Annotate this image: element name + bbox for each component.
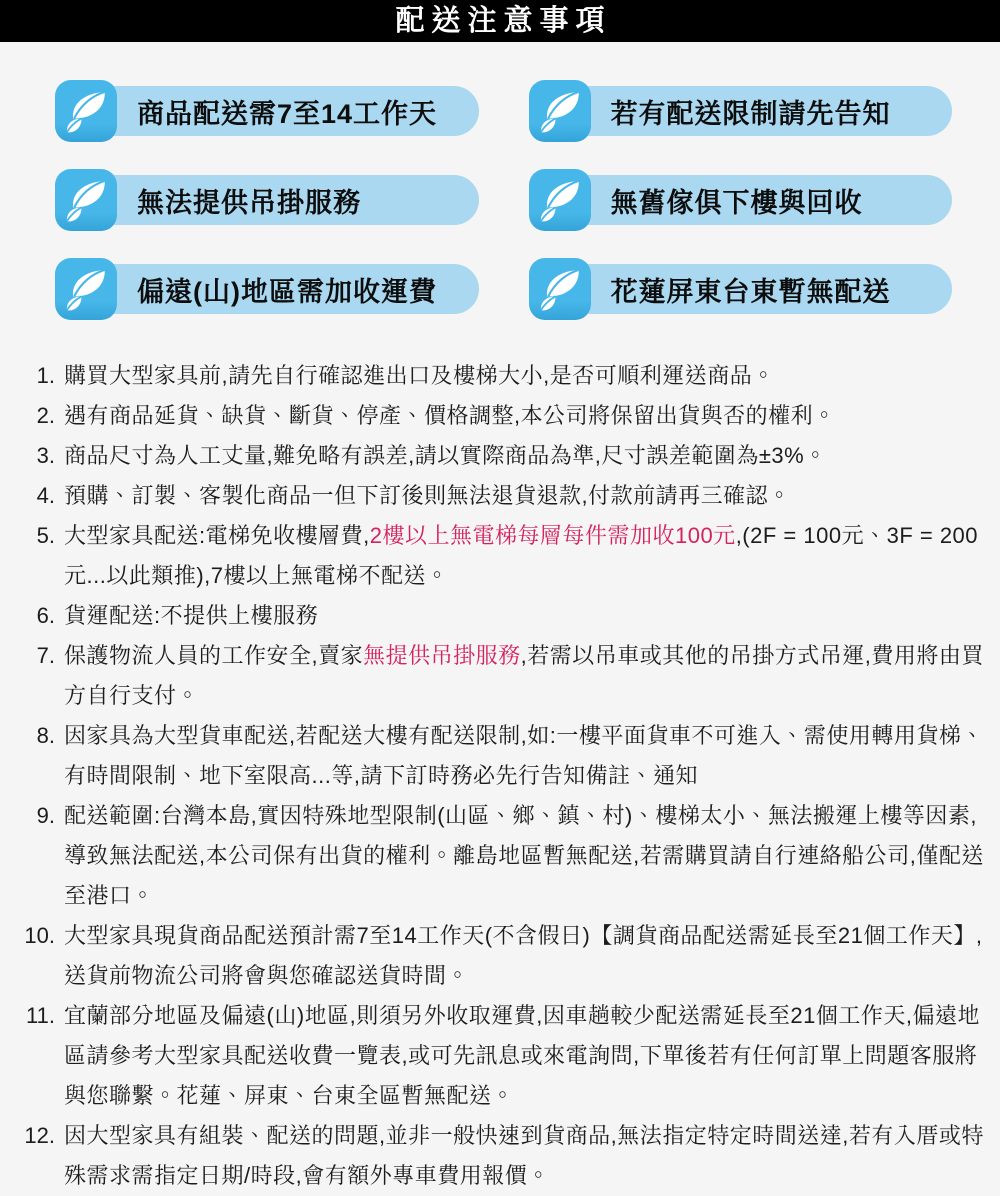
note-text [64, 916, 985, 996]
title-bar [0, 0, 1000, 42]
note-text [64, 796, 985, 916]
leaf-icon [55, 80, 117, 142]
note-number: 2. [36, 403, 55, 428]
leaf-icon [55, 258, 117, 320]
note-number: 5. [36, 523, 55, 548]
note-number: 6. [36, 603, 55, 628]
note-number: 11. [26, 1003, 55, 1028]
note-highlight-text: 無提供吊掛服務 [363, 643, 521, 668]
delivery-badge [55, 258, 479, 320]
note-number: 9. [36, 803, 55, 828]
badge-pill [85, 175, 479, 225]
note-highlight-text: 2樓以上無電梯每層每件需加收100元 [369, 523, 736, 548]
note-item [20, 396, 985, 436]
delivery-badge [529, 80, 953, 142]
note-text [64, 596, 985, 636]
delivery-badge [55, 169, 479, 231]
note-text [64, 356, 985, 396]
delivery-badge [529, 258, 953, 320]
note-segment: 遇有商品延貨、缺貨、斷貨、停產、價格調整,本公司將保留出貨與否的權利。 [64, 403, 836, 428]
note-item [20, 476, 985, 516]
badge-label: 無舊傢俱下樓與回收 [610, 187, 863, 218]
delivery-badge [55, 80, 479, 142]
note-segment: 配送範圍:台灣本島,實因特殊地型限制(山區、鄉、鎮、村)、樓梯太小、無法搬運上樓等因素,導致無法配送,本公司保有出貨的權利。離島地區暫無配送,若需購買請自行連絡船公司,僅配送至港口。 [64, 803, 984, 908]
note-number: 4. [36, 483, 55, 508]
note-item [20, 1116, 985, 1196]
note-item [20, 596, 985, 636]
delivery-badge [529, 169, 953, 231]
note-text [64, 516, 985, 596]
badge-label: 偏遠(山)地區需加收運費 [137, 276, 437, 307]
delivery-notes-list [20, 356, 985, 1196]
note-text [64, 476, 985, 516]
badge-pill [559, 264, 953, 314]
note-segment: ,若需以吊車或其他的吊掛方式吊運,費用將由買方自行支付。 [64, 643, 984, 708]
note-text [64, 996, 985, 1116]
note-text [64, 636, 985, 716]
leaf-icon [529, 169, 591, 231]
note-segment: 保護物流人員的工作安全,賣家 [64, 643, 364, 668]
note-text [64, 396, 985, 436]
note-segment: 貨運配送:不提供上樓服務 [64, 603, 319, 628]
note-number: 3. [36, 443, 55, 468]
note-segment: 大型家具配送:電梯免收樓層費, [64, 523, 370, 548]
badge-pill [85, 86, 479, 136]
note-item [20, 996, 985, 1116]
note-segment: 因家具為大型貨車配送,若配送大樓有配送限制,如:一樓平面貨車不可進入、需使用轉用貨梯、有時間限制、地下室限高...等,請下訂時務必先行告知備註、通知 [64, 723, 984, 788]
note-segment: 商品尺寸為人工丈量,難免略有誤差,請以實際商品為準,尺寸誤差範圍為±3%。 [64, 443, 827, 468]
note-segment: 因大型家具有組裝、配送的問題,並非一般快速到貨商品,無法指定特定時間送達,若有入厝或特殊需求需指定日期/時段,會有額外專車費用報價。 [64, 1123, 984, 1188]
note-segment: 大型家具現貨商品配送預計需7至14工作天(不含假日)【調貨商品配送需延長至21個工作天】,送貨前物流公司將會與您確認送貨時間。 [64, 923, 983, 988]
note-segment: ,(2F = 100元、3F = 200元...以此類推),7樓以上無電梯不配送。 [64, 523, 979, 588]
badge-pill [559, 86, 953, 136]
note-item [20, 916, 985, 996]
note-item [20, 516, 985, 596]
note-item [20, 796, 985, 916]
badge-pill [85, 264, 479, 314]
note-text [64, 436, 985, 476]
note-number: 8. [36, 723, 55, 748]
note-number: 12. [24, 1123, 55, 1148]
note-number: 10. [24, 923, 55, 948]
note-segment: 宜蘭部分地區及偏遠(山)地區,則須另外收取運費,因車趟較少配送需延長至21個工作天,偏遠地區請參考大型家具配送收費一覽表,或可先訊息或來電詢問,下單後若有任何訂單上問題客服將與您聯繫。花蓮、屏東、台東全區暫無配送。 [64, 1003, 980, 1108]
note-segment: 預購、訂製、客製化商品一但下訂後則無法退貨退款,付款前請再三確認。 [64, 483, 791, 508]
badge-pill [559, 175, 953, 225]
note-number: 1. [36, 363, 55, 388]
badge-label: 若有配送限制請先告知 [610, 98, 891, 129]
leaf-icon [529, 258, 591, 320]
note-item [20, 436, 985, 476]
note-item [20, 356, 985, 396]
note-number: 7. [36, 643, 55, 668]
badge-label: 商品配送需7至14工作天 [137, 98, 438, 129]
badge-grid [0, 80, 1000, 320]
note-item [20, 716, 985, 796]
note-item [20, 636, 985, 716]
leaf-icon [529, 80, 591, 142]
badge-label: 花蓮屏東台東暫無配送 [610, 276, 891, 307]
note-text [64, 716, 985, 796]
note-segment: 購買大型家具前,請先自行確認進出口及樓梯大小,是否可順利運送商品。 [64, 363, 775, 388]
note-text [64, 1116, 985, 1196]
page-title: 配送注意事項 [395, 4, 612, 37]
leaf-icon [55, 169, 117, 231]
badge-label: 無法提供吊掛服務 [137, 187, 361, 218]
